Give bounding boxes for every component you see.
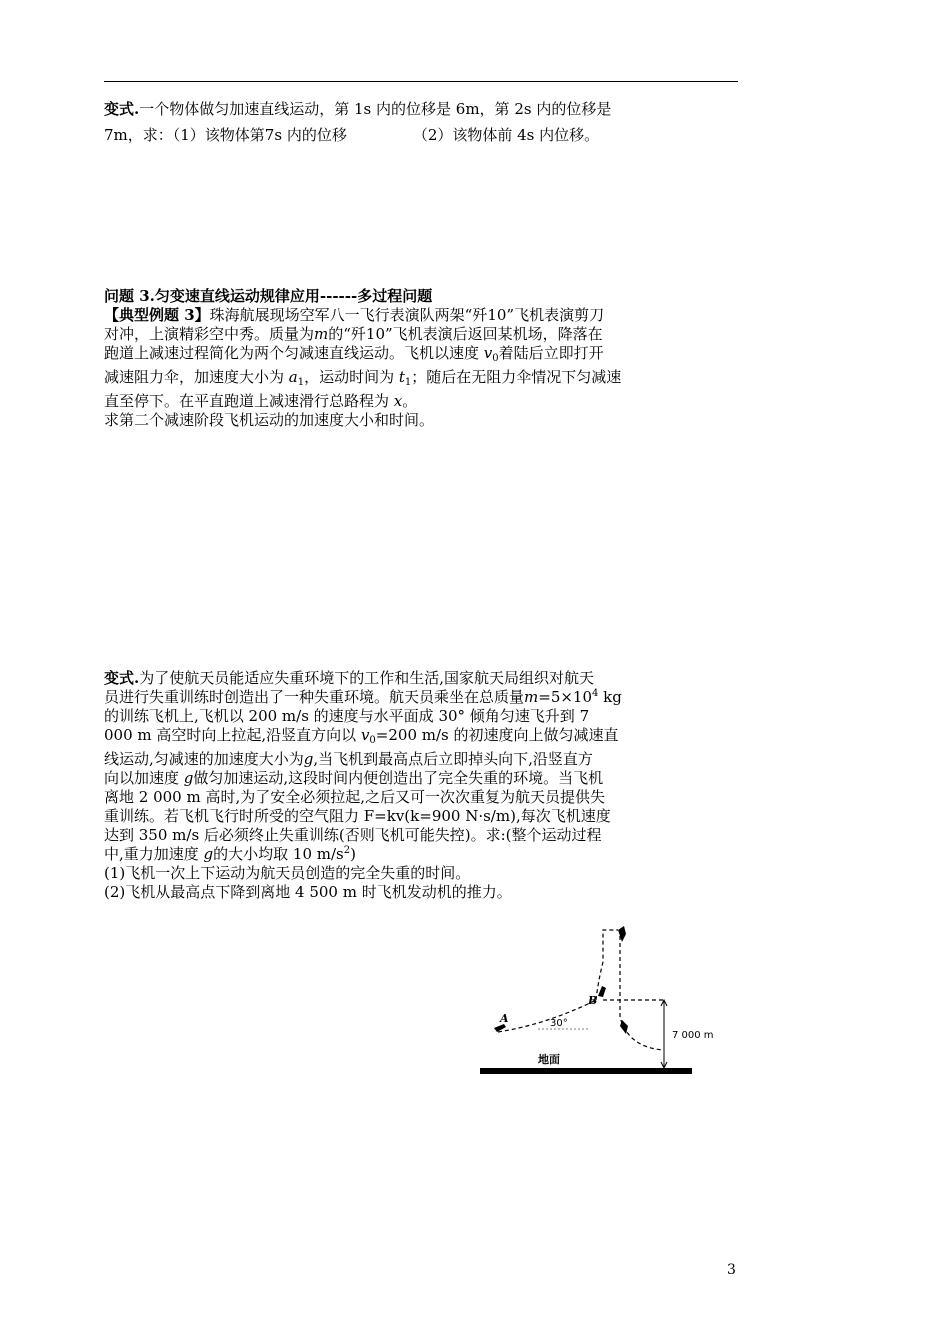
problem3-line6: 求第二个减速阶段飞机运动的加速度大小和时间。 — [104, 411, 435, 429]
label-b: B — [588, 994, 598, 1007]
height-label: 7 000 m — [672, 1030, 714, 1041]
variant2-line5: 线运动,匀减速的加速度大小为g,当飞机到最高点后立即掉头向下,沿竖直方 — [104, 750, 593, 768]
flight-diagram — [478, 922, 714, 1082]
descent-path — [620, 936, 663, 1050]
problem3-line3: 跑道上减速过程简化为两个匀减速直线运动。飞机以速度 $v_0$着陆后立即打开 — [104, 344, 604, 364]
variant1-line1: 变式.一个物体做匀加速直线运动，第 1s 内的位移是 6m，第 2s 内的位移是 — [104, 100, 612, 118]
plane-a-icon — [494, 1024, 506, 1032]
variant2-line6: 向以加速度 g做匀加速运动,这段时间内便创造出了完全失重的环境。当飞机 — [104, 769, 604, 787]
variant2-line2: 员进行失重训练时创造出了一种失重环境。航天员乘坐在总质量$m=5\times 10^4$ kg — [104, 688, 622, 706]
ground-bar — [480, 1068, 692, 1074]
variant-label: 变式. — [104, 669, 140, 687]
question-1: (1)飞机一次上下运动为航天员创造的完全失重的时间。 — [104, 864, 471, 882]
variant2-line3: 的训练飞机上,飞机以 200 m/s 的速度与水平面成 30° 倾角匀速飞升到 7 — [104, 707, 590, 725]
variant2-block — [104, 669, 744, 902]
variant2-line7: 离地 2 000 m 高时,为了安全必须拉起,之后又可一次次重复为航天员提供失 — [104, 788, 606, 806]
variant2-line1: 变式.为了使航天员能适应失重环境下的工作和生活,国家航天局组织对航天 — [104, 669, 595, 687]
problem3-line4: 减速阻力伞，加速度大小为 $a_1$，运动时间为 $t_1$；随后在无阻力伞情况下匀减速 — [104, 368, 622, 388]
variant2-line4: 000 m 高空时向上拉起,沿竖直方向以 $v_0=200$ m/s 的初速度向上做匀减速直 — [104, 726, 619, 746]
problem3-line2: 对冲，上演精彩空中秀。质量为m的“歼10”飞机表演后返回某机场，降落在 — [104, 325, 603, 343]
variant1-block — [104, 96, 744, 148]
problem3-heading: 问题 3.匀变速直线运动规律应用------多过程问题 — [104, 287, 433, 305]
problem3-block — [104, 287, 744, 430]
ascent-path — [596, 930, 618, 1000]
question-2: (2)飞机从最高点下降到离地 4 500 m 时飞机发动机的推力。 — [104, 883, 512, 901]
variant1-line2: 7m，求：（1）该物体第7s 内的位移 （2）该物体前 4s 内位移。 — [104, 126, 600, 144]
page-number: 3 — [727, 1262, 736, 1278]
variant2-line8: 重训练。若飞机飞行时所受的空气阻力 F=kv(k=900 N·s/m),每次飞机速度 — [104, 807, 611, 825]
climb-path — [498, 1000, 596, 1032]
variant-label: 变式. — [104, 100, 140, 118]
problem3-line1: 【典型例题 3】珠海航展现场空军八一飞行表演队两架“歼10”飞机表演剪刀 — [104, 306, 605, 324]
example-label: 【典型例题 3】 — [104, 306, 210, 324]
problem3-line5: 直至停下。在平直跑道上减速滑行总路程为 x。 — [104, 392, 418, 410]
label-a: A — [500, 1012, 509, 1025]
plane-b-icon — [598, 986, 606, 997]
header-rule — [104, 81, 738, 82]
ground-label: 地面 — [538, 1053, 560, 1066]
variant2-line9: 达到 350 m/s 后必须终止失重训练(否则飞机可能失控)。求:(整个运动过程 — [104, 826, 602, 844]
angle-label: 30° — [550, 1018, 568, 1029]
variant2-line10: 中,重力加速度 g的大小均取 10 $m/s^2$) — [104, 845, 356, 863]
plane-top-icon — [618, 926, 626, 942]
